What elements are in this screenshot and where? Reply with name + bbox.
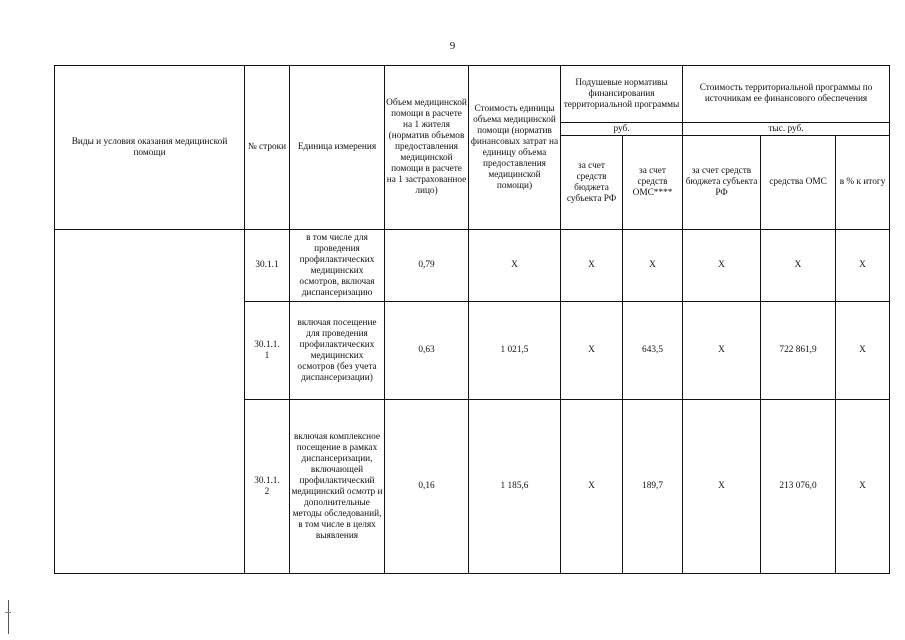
cell-percent: X — [836, 230, 890, 302]
table-row — [55, 230, 890, 302]
cell-row-no: 30.1.1. 1 — [245, 302, 290, 400]
cell-type — [55, 230, 245, 574]
cell-row-no: 30.1.1. 2 — [245, 400, 290, 574]
header-sub-percent: в % к итогу — [836, 136, 890, 230]
header-unit-thous-rub: тыс. руб. — [683, 123, 890, 136]
header-unit-rub: руб. — [561, 123, 683, 136]
header-sub-oms: за счет средств ОМС**** — [623, 136, 683, 230]
cell-unit: включая посещение для проведения профилактических медицинских осмотров (без учета диспансеризации) — [290, 302, 385, 400]
binding-margin-line — [8, 600, 9, 634]
cell-percent: X — [836, 302, 890, 400]
cell-volume: 0,79 — [385, 230, 469, 302]
cell-oms-cost: X — [761, 230, 836, 302]
cell-unit: в том числе для проведения профилактических медицинских осмотров, включая диспансеризацию — [290, 230, 385, 302]
cell-oms-cost: 213 076,0 — [761, 400, 836, 574]
header-type: Виды и условия оказания медицинской помощи — [55, 66, 245, 230]
cell-percent: X — [836, 400, 890, 574]
financing-table — [54, 65, 890, 574]
cell-volume: 0,63 — [385, 302, 469, 400]
header-sub-oms-cost: средства ОМС — [761, 136, 836, 230]
cell-oms: X — [623, 230, 683, 302]
cell-budget-rf: X — [561, 302, 623, 400]
cell-row-no: 30.1.1 — [245, 230, 290, 302]
header-unit: Единица измерения — [290, 66, 385, 230]
header-cost-unit: Стоимость единицы объема медицинской помощи (норматив финансовых затрат на единицу объема предоставления медицинской помощи) — [469, 66, 561, 230]
cell-oms: 643,5 — [623, 302, 683, 400]
cell-oms-cost: 722 861,9 — [761, 302, 836, 400]
header-per-capita-group: Подушевые нормативы финансирования территориальной программы — [561, 66, 683, 123]
page-number: 9 — [449, 40, 456, 52]
cell-oms: 189,7 — [623, 400, 683, 574]
cell-unit: включая комплексное посещение в рамках диспансеризации, включающей профилактический медицинский осмотр и дополнительные методы обследований, в том числе в целях выявления — [290, 400, 385, 574]
cell-budget-rf-cost: X — [683, 302, 761, 400]
binding-margin-tick — [5, 612, 11, 613]
cell-budget-rf-cost: X — [683, 400, 761, 574]
cell-budget-rf: X — [561, 400, 623, 574]
cell-cost-unit: X — [469, 230, 561, 302]
header-sub-budget-rf-cost: за счет средств бюджета субъекта РФ — [683, 136, 761, 230]
cell-cost-unit: 1 185,6 — [469, 400, 561, 574]
header-cost-sources-group: Стоимость территориальной программы по источникам ее финансового обеспечения — [683, 66, 890, 123]
cell-budget-rf-cost: X — [683, 230, 761, 302]
header-volume: Объем медицинской помощи в расчете на 1 жителя (норматив объемов предоставления медицинской помощи в расчете на 1 застрахованное лицо) — [385, 66, 469, 230]
header-row-no: № строки — [245, 66, 290, 230]
cell-cost-unit: 1 021,5 — [469, 302, 561, 400]
cell-budget-rf: X — [561, 230, 623, 302]
cell-volume: 0,16 — [385, 400, 469, 574]
header-sub-budget-rf: за счет средств бюджета субъекта РФ — [561, 136, 623, 230]
